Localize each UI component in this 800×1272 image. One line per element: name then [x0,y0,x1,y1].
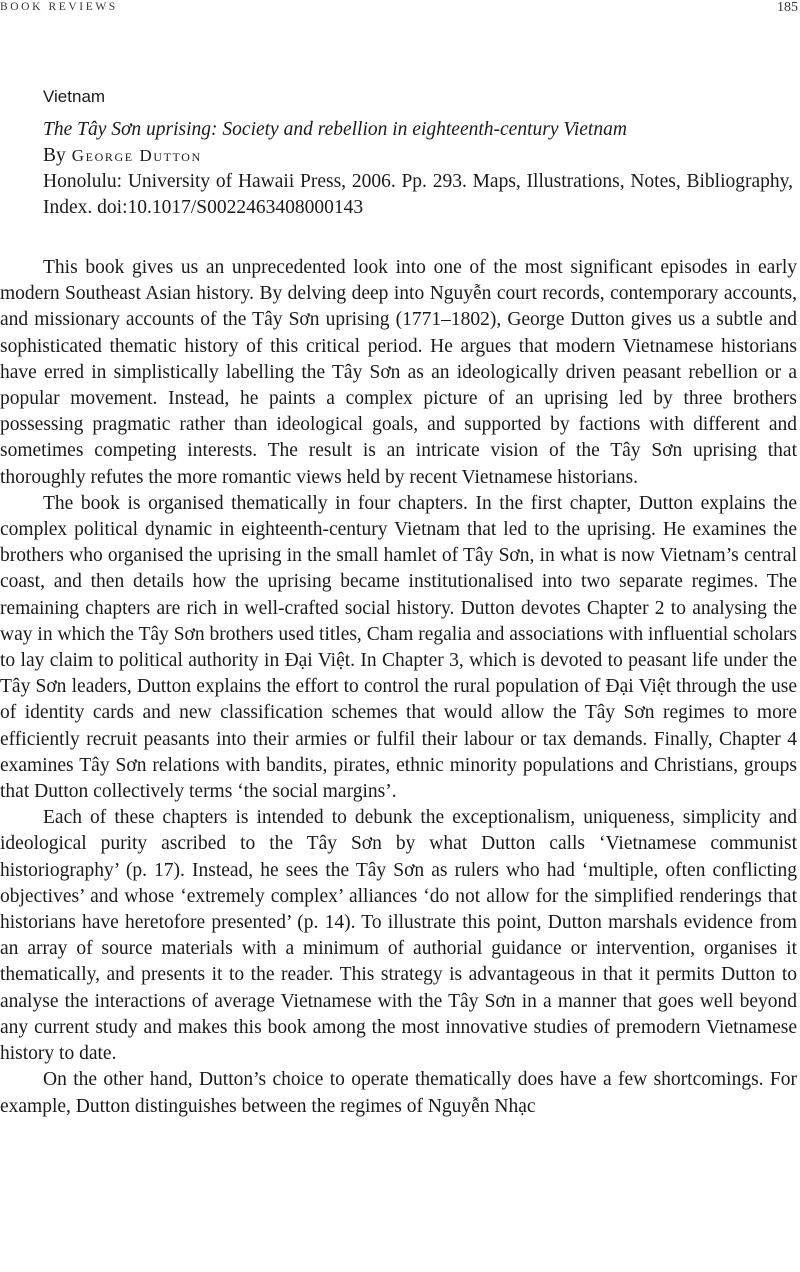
publication-info: Honolulu: University of Hawaii Press, 2006. Pp. 293. Maps, Illustrations, Notes, Bibliography, Index. doi:10.1017/S0022463408000143 [43,171,793,218]
book-title: The Tây Sơn uprising: Society and rebellion in eighteenth-century Vietnam [43,119,627,140]
paragraph-2: The book is organised thematically in four chapters. In the first chapter, Dutton explains the complex political dynamic in eighteenth-century Vietnam that led to the uprising. He examines the brothers who organised the uprising in the small hamlet of Tây Sơn, in what is now Vietnam’s central coast, and then details how the uprising became institutionalised into two separate regimes. The remaining chapters are rich in well-crafted social history. Dutton devotes Chapter 2 to analysing the way in which the Tây Sơn brothers used titles, Cham regalia and associations with influential scholars to lay claim to political authority in Đại Việt. In Chapter 3, which is devoted to peasant life under the Tây Sơn leaders, Dutton explains the effort to control the rural population of Đại Việt through the use of identity cards and new classification schemes that would allow the Tây Sơn regimes to more efficiently recruit peasants into their armies or fulfil their labour or tax demands. Finally, Chapter 4 examines Tây Sơn relations with bandits, pirates, ethnic minority populations and Christians, groups that Dutton collectively terms ‘the social margins’. [0,492,797,803]
author-name: George Dutton [71,146,202,165]
paragraph-4: On the other hand, Dutton’s choice to operate thematically does have a few shortcomings. For example, Dutton distinguishes between the regimes of Nguyễn Nhạc [0,1069,797,1117]
paragraph-3: Each of these chapters is intended to debunk the exceptionalism, uniqueness, simplicity and ideological purity ascribed to the Tây Sơn by what Dutton calls ‘Vietnamese communist historiography’ (p. 17). Instead, he sees the Tây Sơn as rulers who had ‘multiple, often conflicting objectives’ and whose ‘extremely complex’ alliances ‘do not allow for the simplified renderings that historians have heretofore presented’ (p. 14). To illustrate this point, Dutton marshals evidence from an array of source materials with a minimum of authorial guidance or intervention, organises it thematically, and presents it to the reader. This strategy is advantageous in that it permits Dutton to analyse the interactions of average Vietnamese with the Tây Sơn in a manner that goes well beyond any current study and makes this book among the most innovative studies of premodern Vietnamese history to date. [0,807,797,1065]
running-head [0,0,800,18]
section-label: Vietnam [43,87,106,106]
review-body [0,255,797,1120]
byline [43,143,793,169]
running-head-title: BOOK REVIEWS [0,1,118,13]
page-number: 185 [777,0,798,15]
by-label: By [43,145,66,166]
paragraph-1: This book gives us an unprecedented look into one of the most significant episodes in early modern Southeast Asian history. By delving deep into Nguyễn court records, contemporary accounts, and missionary accounts of the Tây Sơn uprising (1771–1802), George Dutton gives us a subtle and sophisticated thematic history of this critical period. He argues that modern Vietnamese historians have erred in simplistically labelling the Tây Sơn as an ideologically driven peasant rebellion or a popular movement. Instead, he paints a complex picture of an uprising led by three brothers possessing pragmatic rather than ideological goals, and supported by factions with different and sometimes competing interests. The result is an intricate vision of the Tây Sơn uprising that thoroughly refutes the more romantic views held by recent Vietnamese historians. [0,257,797,488]
review-header [43,86,793,221]
